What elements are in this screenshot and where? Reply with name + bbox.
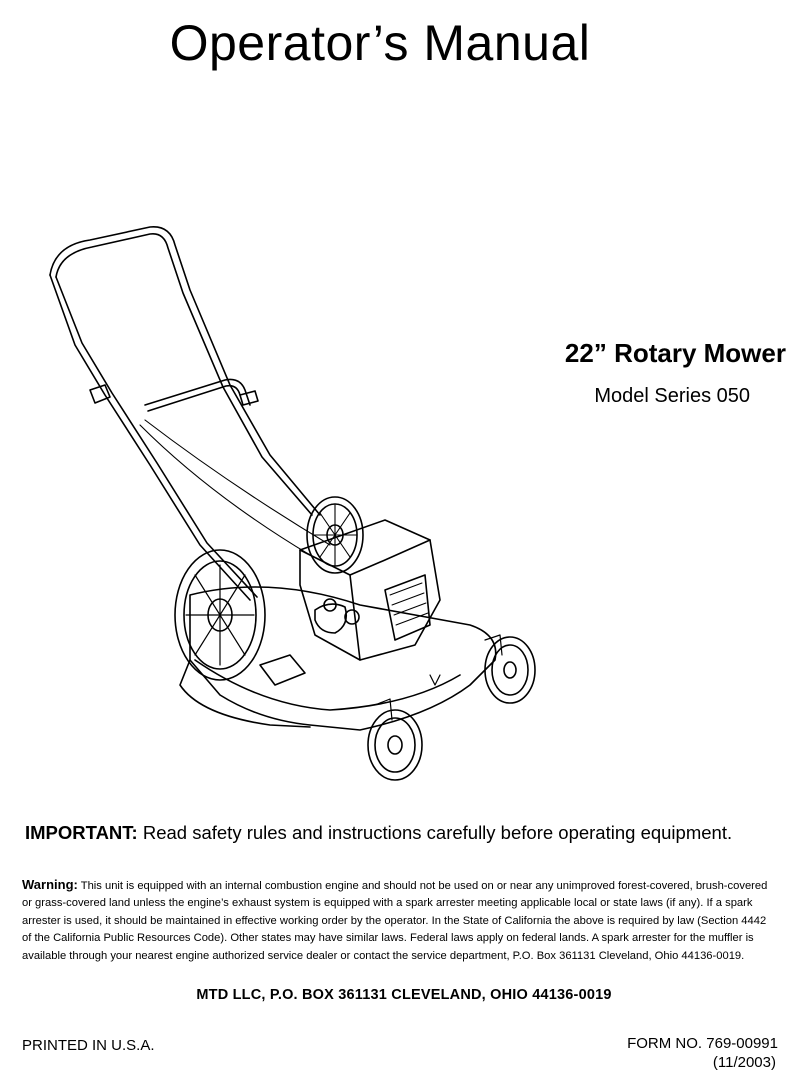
form-date: (11/2003) bbox=[712, 1054, 776, 1071]
warning-label: Warning: bbox=[22, 877, 78, 892]
model-series: Model Series 050 bbox=[594, 385, 750, 407]
warning-paragraph bbox=[22, 876, 772, 965]
lawn-mower-illustration bbox=[30, 215, 550, 790]
warning-text: This unit is equipped with an internal combustion engine and should not be used on or near any unimproved forest-covered, brush-covered or grass-covered land unless the engine’s exhaust system is equipped with a spark arrester meeting applicable local or state laws (if any). If a spark arrester is used, it should be maintained in effective working order by the operator. In the State of California the above is required by law (Section 4442 of the California Public Resources Code). Other states may have similar laws. Federal laws apply on federal lands. A spark arrester for the muffler is available through your nearest engine authorized service dealer or contact the service department, P.O. Box 361131 Cleveland, Ohio 44136-0019. bbox=[22, 880, 768, 962]
manual-title: Operator’s Manual bbox=[169, 15, 591, 71]
product-block bbox=[486, 338, 786, 408]
product-name: 22” Rotary Mower bbox=[564, 338, 786, 368]
printed-in: PRINTED IN U.S.A. bbox=[22, 1037, 155, 1054]
important-notice bbox=[25, 822, 785, 844]
form-number-block bbox=[627, 1034, 778, 1072]
form-number: FORM NO. 769-00991 bbox=[627, 1035, 778, 1052]
important-text: Read safety rules and instructions carefully before operating equipment. bbox=[137, 822, 733, 843]
company-address: MTD LLC, P.O. BOX 361131 CLEVELAND, OHIO 44136-0019 bbox=[196, 987, 612, 1003]
important-label: IMPORTANT: bbox=[25, 822, 138, 843]
